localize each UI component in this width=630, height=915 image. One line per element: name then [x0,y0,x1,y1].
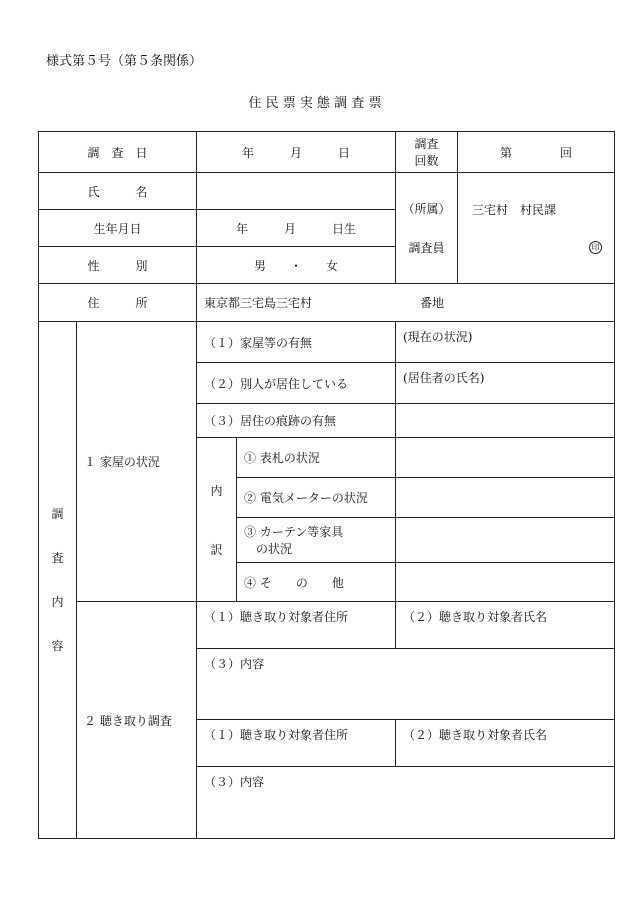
content-label-char: 調 [51,507,64,521]
department-name: 三宅村 村民課 [472,203,557,217]
breakdown-item-value[interactable] [396,438,615,478]
hearing-section-label: ２ 聴き取り調査 [77,602,197,839]
birth-date-label: 生年月日 [39,210,197,247]
survey-count-value[interactable]: 第 回 [458,132,615,173]
investigator-value[interactable] [458,173,615,284]
birth-date-value[interactable]: 年 月 日生 [197,210,396,247]
hearing-name-field[interactable]: （２）聴き取り対象者氏名 [396,720,615,767]
breakdown-item-value[interactable] [396,518,615,563]
content-label-char: 容 [51,639,64,653]
survey-table [38,131,615,839]
investigator-label [396,173,458,284]
address-label: 住 所 [39,284,197,322]
breakdown-item-label: ② 電気メーターの状況 [237,478,396,518]
survey-date-value[interactable]: 年 月 日 [197,132,396,173]
hearing-content-field[interactable]: （３）内容 [197,649,615,720]
house-item-note[interactable]: (居住者の氏名) [396,363,615,404]
investigator-title: 調査員 [408,241,445,255]
form-number: 様式第５号（第５条関係） [46,54,203,69]
content-label-char: 内 [51,595,64,609]
house-item-label: （２）別人が居住している [197,363,396,404]
survey-date-label: 調 査 日 [39,132,197,173]
breakdown-label-char: 内 [210,483,223,498]
name-label: 氏 名 [39,173,197,210]
hearing-name-field[interactable]: （２）聴き取り対象者氏名 [396,602,615,649]
breakdown-item-value[interactable] [396,563,615,602]
survey-count-label [396,132,458,173]
breakdown-item-label: ③ カーテン等家具 の状況 [237,518,396,563]
sex-label: 性 別 [39,247,197,284]
hearing-content-field[interactable]: （３）内容 [197,767,615,839]
breakdown-item-label: ① 表札の状況 [237,438,396,478]
address-value[interactable]: 東京都三宅島三宅村 番地 [197,284,615,322]
house-item-note[interactable]: (現在の状況) [396,322,615,363]
form-title: 住 民 票 実 態 調 査 票 [248,96,382,111]
sex-value[interactable]: 男 ・ 女 [197,247,396,284]
hearing-address-field[interactable]: （１）聴き取り対象者住所 [197,602,396,649]
survey-count-label-line2: 回数 [414,154,439,168]
breakdown-label [197,438,237,602]
content-label-char: 査 [51,551,64,565]
house-item-note[interactable] [396,404,615,438]
content-section-label [39,322,77,839]
seal-icon: 印 [589,241,602,254]
breakdown-item-label: ④ そ の 他 [237,563,396,602]
breakdown-label-char: 訳 [210,542,223,557]
house-section-label: １ 家屋の状況 [77,322,197,602]
breakdown-item-value[interactable] [396,478,615,518]
hearing-address-field[interactable]: （１）聴き取り対象者住所 [197,720,396,767]
affiliation-label: （所属） [402,202,451,216]
house-item-label: （３）居住の痕跡の有無 [197,404,396,438]
name-value[interactable] [197,173,396,210]
house-item-label: （１）家屋等の有無 [197,322,396,363]
survey-count-label-line1: 調査 [414,137,439,151]
